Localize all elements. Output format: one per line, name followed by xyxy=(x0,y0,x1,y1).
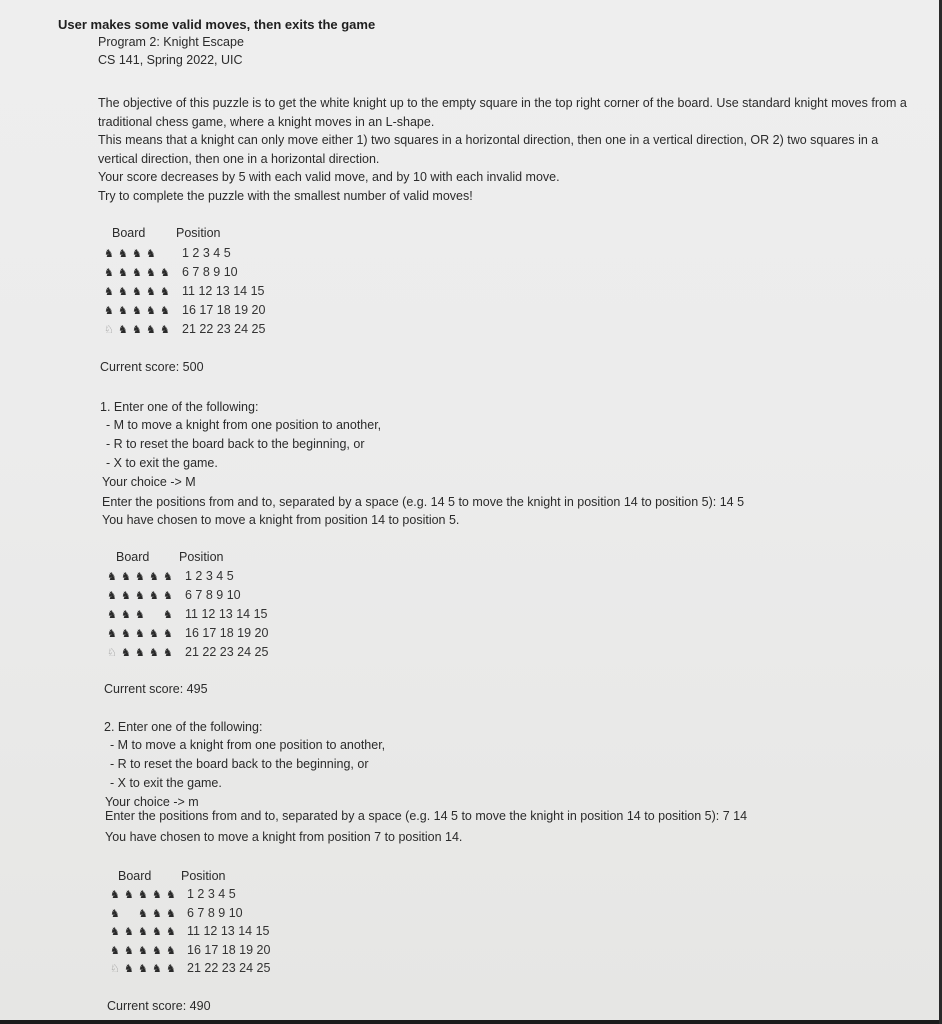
knight-icon: ♞ xyxy=(104,286,114,298)
knight-icon: ♞ xyxy=(135,628,145,640)
knight-icon: ♞ xyxy=(146,286,156,298)
knight-icon: ♞ xyxy=(118,286,128,298)
course-name: CS 141, Spring 2022, UIC xyxy=(98,53,243,67)
knight-icon: ♞ xyxy=(160,286,170,298)
knight-icon: ♞ xyxy=(163,628,173,640)
position-numbers: 16 17 18 19 20 xyxy=(185,626,269,640)
knight-icon: ♞ xyxy=(166,907,176,920)
knight-icon: ♞ xyxy=(138,926,148,938)
white-knight-icon: ♘ xyxy=(104,324,114,336)
screen-bottom-edge xyxy=(0,1020,942,1024)
user-choice: Your choice -> m xyxy=(105,795,199,809)
board-label: Board xyxy=(116,550,150,564)
knight-icon: ♞ xyxy=(138,944,148,957)
knight-icon: ♞ xyxy=(132,286,142,298)
knight-icon: ♞ xyxy=(107,571,117,583)
board-row xyxy=(107,626,269,642)
position-label: Position xyxy=(176,226,221,240)
board-row xyxy=(104,303,266,319)
knight-icon: ♞ xyxy=(132,324,142,336)
knight-icon: ♞ xyxy=(160,305,170,317)
knight-icon: ♞ xyxy=(132,248,142,260)
knight-icon: ♞ xyxy=(166,944,176,957)
knight-icon: ♞ xyxy=(152,926,162,938)
knight-icon: ♞ xyxy=(149,571,159,583)
knight-icon: ♞ xyxy=(166,963,176,975)
position-numbers: 16 17 18 19 20 xyxy=(182,303,266,317)
menu-prompt: 2. Enter one of the following: xyxy=(104,720,263,734)
board-row xyxy=(110,961,271,977)
knight-icon: ♞ xyxy=(107,590,117,602)
intro-line-5: Your score decreases by 5 with each valid move, and by 10 with each invalid move. xyxy=(98,170,560,184)
board-row xyxy=(104,284,265,300)
board-row xyxy=(110,905,243,922)
knight-icon: ♞ xyxy=(135,590,145,602)
page-title: User makes some valid moves, then exits the game xyxy=(58,17,376,32)
program-name: Program 2: Knight Escape xyxy=(98,35,244,49)
board-row xyxy=(107,569,234,585)
board-row xyxy=(107,588,241,604)
position-numbers: 1 2 3 4 5 xyxy=(182,246,231,260)
position-numbers: 11 12 13 14 15 xyxy=(185,607,268,621)
current-score: Current score: 500 xyxy=(100,360,204,374)
intro-line-3: This means that a knight can only move either 1) two squares in a horizontal direction, then one in a vertical direction, OR 2) two squares in a xyxy=(98,133,879,147)
board-label: Board xyxy=(112,226,146,240)
position-numbers: 21 22 23 24 25 xyxy=(182,322,266,336)
menu-option-reset: - R to reset the board back to the beginning, or xyxy=(110,757,369,771)
board-row xyxy=(107,645,269,661)
position-numbers: 6 7 8 9 10 xyxy=(187,905,243,920)
board-row xyxy=(104,265,238,281)
knight-icon: ♞ xyxy=(121,590,131,602)
board-row xyxy=(104,322,266,338)
knight-icon: ♞ xyxy=(124,944,134,957)
intro-line-2: traditional chess game, where a knight moves in an L-shape. xyxy=(98,115,435,129)
knight-icon: ♞ xyxy=(110,889,120,901)
knight-icon: ♞ xyxy=(149,628,159,640)
position-label: Position xyxy=(181,869,226,883)
knight-icon: ♞ xyxy=(149,590,159,602)
position-numbers: 1 2 3 4 5 xyxy=(187,887,236,901)
knight-icon: ♞ xyxy=(121,571,131,583)
knight-icon: ♞ xyxy=(146,324,156,336)
knight-icon: ♞ xyxy=(152,889,162,901)
position-numbers: 6 7 8 9 10 xyxy=(182,265,238,279)
knight-icon: ♞ xyxy=(135,571,145,583)
knight-icon: ♞ xyxy=(124,889,134,901)
knight-icon: ♞ xyxy=(163,571,173,583)
knight-icon: ♞ xyxy=(118,248,128,260)
knight-icon: ♞ xyxy=(166,889,176,901)
position-numbers: 11 12 13 14 15 xyxy=(187,924,270,938)
current-score: Current score: 490 xyxy=(107,999,211,1013)
knight-icon: ♞ xyxy=(107,609,117,621)
board-row xyxy=(104,246,231,262)
knight-icon: ♞ xyxy=(132,305,142,317)
position-numbers: 16 17 18 19 20 xyxy=(187,942,271,957)
knight-icon: ♞ xyxy=(138,963,148,975)
menu-option-move: - M to move a knight from one position to another, xyxy=(106,418,382,432)
knight-icon: ♞ xyxy=(110,907,120,920)
knight-icon: ♞ xyxy=(132,267,142,279)
knight-icon: ♞ xyxy=(121,628,131,640)
move-confirmation: You have chosen to move a knight from position 7 to position 14. xyxy=(105,830,463,844)
position-numbers: 1 2 3 4 5 xyxy=(185,569,234,583)
menu-prompt: 1. Enter one of the following: xyxy=(100,400,259,414)
intro-line-6: Try to complete the puzzle with the smallest number of valid moves! xyxy=(98,189,473,203)
board-row xyxy=(110,924,270,940)
knight-icon: ♞ xyxy=(135,609,145,621)
position-numbers: 21 22 23 24 25 xyxy=(187,961,271,975)
knight-icon: ♞ xyxy=(160,267,170,279)
knight-icon: ♞ xyxy=(121,647,131,659)
position-numbers: 6 7 8 9 10 xyxy=(185,588,241,602)
knight-icon: ♞ xyxy=(104,267,114,279)
knight-icon: ♞ xyxy=(107,628,117,640)
menu-option-exit: - X to exit the game. xyxy=(106,456,218,470)
board-label: Board xyxy=(118,869,152,883)
knight-icon: ♞ xyxy=(138,907,148,920)
knight-icon: ♞ xyxy=(152,944,162,957)
knight-icon: ♞ xyxy=(163,609,173,621)
enter-positions-prompt: Enter the positions from and to, separated by a space (e.g. 14 5 to move the knight in position 14 to position 5): 7 14 xyxy=(105,809,748,823)
knight-icon: ♞ xyxy=(110,944,120,957)
menu-option-exit: - X to exit the game. xyxy=(110,776,222,790)
position-numbers: 11 12 13 14 15 xyxy=(182,284,265,298)
board-row xyxy=(110,942,271,959)
knight-icon: ♞ xyxy=(104,305,114,317)
board-row xyxy=(107,607,268,623)
knight-icon: ♞ xyxy=(149,647,159,659)
knight-icon: ♞ xyxy=(110,926,120,938)
knight-icon: ♞ xyxy=(124,926,134,938)
knight-icon: ♞ xyxy=(135,647,145,659)
menu-option-reset: - R to reset the board back to the beginning, or xyxy=(106,437,365,451)
knight-icon: ♞ xyxy=(104,248,114,260)
knight-icon: ♞ xyxy=(146,248,156,260)
knight-icon: ♞ xyxy=(146,305,156,317)
current-score: Current score: 495 xyxy=(104,682,208,696)
knight-icon: ♞ xyxy=(124,963,134,975)
move-confirmation: You have chosen to move a knight from position 14 to position 5. xyxy=(102,513,460,527)
menu-option-move: - M to move a knight from one position to another, xyxy=(110,738,386,752)
knight-icon: ♞ xyxy=(152,907,162,920)
board-row xyxy=(110,887,236,903)
knight-icon: ♞ xyxy=(163,590,173,602)
white-knight-icon: ♘ xyxy=(110,963,120,975)
intro-line-4: vertical direction, then one in a horizontal direction. xyxy=(98,152,380,166)
position-numbers: 21 22 23 24 25 xyxy=(185,645,269,659)
intro-line-1: The objective of this puzzle is to get the white knight up to the empty square in the top right corner of the board. Use standard knight moves from a xyxy=(98,96,907,110)
knight-icon: ♞ xyxy=(121,609,131,621)
enter-positions-prompt: Enter the positions from and to, separated by a space (e.g. 14 5 to move the knight in position 14 to position 5): 14 5 xyxy=(102,495,745,509)
knight-icon: ♞ xyxy=(118,267,128,279)
knight-icon: ♞ xyxy=(166,926,176,938)
knight-icon: ♞ xyxy=(138,889,148,901)
knight-icon: ♞ xyxy=(118,324,128,336)
knight-icon: ♞ xyxy=(152,963,162,975)
knight-icon: ♞ xyxy=(163,647,173,659)
knight-icon: ♞ xyxy=(146,267,156,279)
knight-icon: ♞ xyxy=(118,305,128,317)
knight-icon: ♞ xyxy=(160,324,170,336)
user-choice: Your choice -> M xyxy=(102,475,196,489)
white-knight-icon: ♘ xyxy=(107,647,117,659)
position-label: Position xyxy=(179,550,224,564)
